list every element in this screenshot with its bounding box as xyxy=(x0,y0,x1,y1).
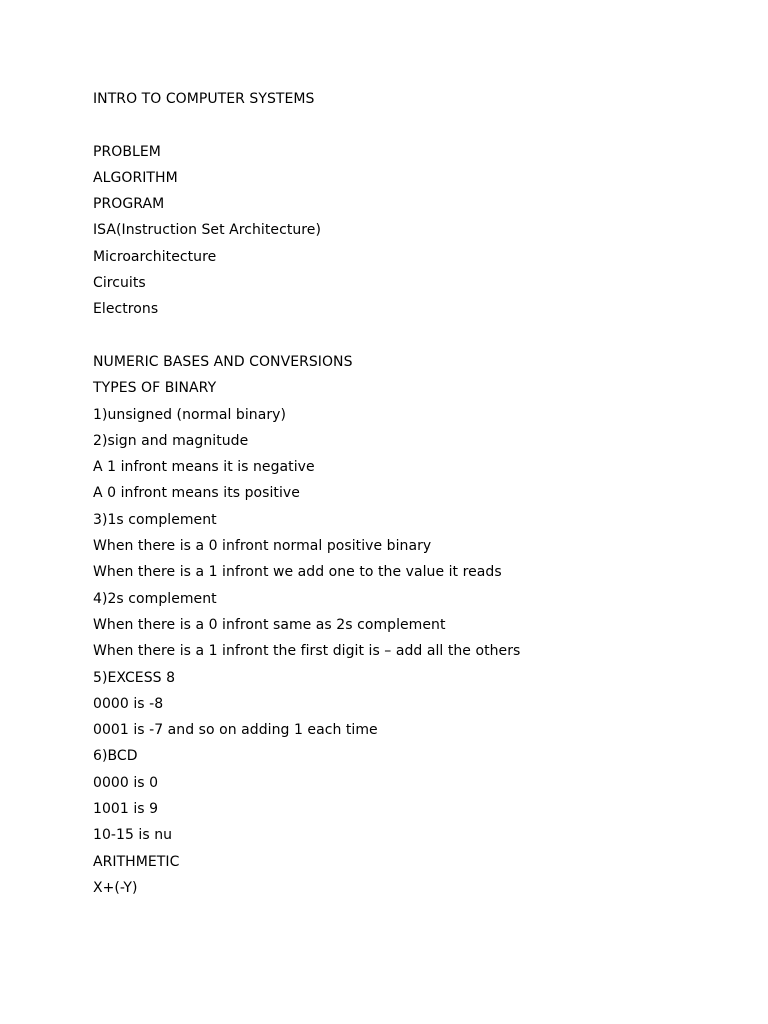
text-line: 5)EXCESS 8 xyxy=(93,669,176,686)
text-line: PROBLEM xyxy=(93,143,161,160)
text-line: 1)unsigned (normal binary) xyxy=(93,406,287,423)
text-line: 0000 is 0 xyxy=(93,774,159,791)
text-line: 6)BCD xyxy=(93,748,138,765)
text-line: When there is a 1 infront the first digit is – add all the others xyxy=(93,643,521,660)
text-line: ARITHMETIC xyxy=(93,853,180,870)
document-title: INTRO TO COMPUTER SYSTEMS xyxy=(93,91,315,107)
text-line: 4)2s complement xyxy=(93,590,217,607)
text-line: Microarchitecture xyxy=(93,248,217,265)
text-line: ISA(Instruction Set Architecture) xyxy=(93,222,321,239)
text-line: When there is a 1 infront we add one to the value it reads xyxy=(93,564,502,581)
text-line: A 1 infront means it is negative xyxy=(93,459,315,476)
text-line: 2)sign and magnitude xyxy=(93,432,249,449)
text-line: X+(-Y) xyxy=(93,879,138,896)
blank-line xyxy=(93,323,713,349)
text-line: ALGORITHM xyxy=(93,169,178,186)
text-line: Electrons xyxy=(93,301,159,318)
section-heading: NUMERIC BASES AND CONVERSIONS xyxy=(93,353,353,370)
text-line: PROGRAM xyxy=(93,196,165,213)
text-line: 1001 is 9 xyxy=(93,801,159,818)
text-line: When there is a 0 infront same as 2s complement xyxy=(93,616,446,633)
document-body xyxy=(93,86,713,901)
text-line: Circuits xyxy=(93,275,146,292)
text-line: TYPES OF BINARY xyxy=(93,380,217,397)
text-line: A 0 infront means its positive xyxy=(93,485,300,502)
text-line: 10-15 is nu xyxy=(93,827,173,844)
text-line: 3)1s complement xyxy=(93,511,217,528)
text-line: 0001 is -7 and so on adding 1 each time xyxy=(93,722,378,739)
text-line: When there is a 0 infront normal positive binary xyxy=(93,538,432,555)
blank-line xyxy=(93,112,713,138)
text-line: 0000 is -8 xyxy=(93,695,164,712)
